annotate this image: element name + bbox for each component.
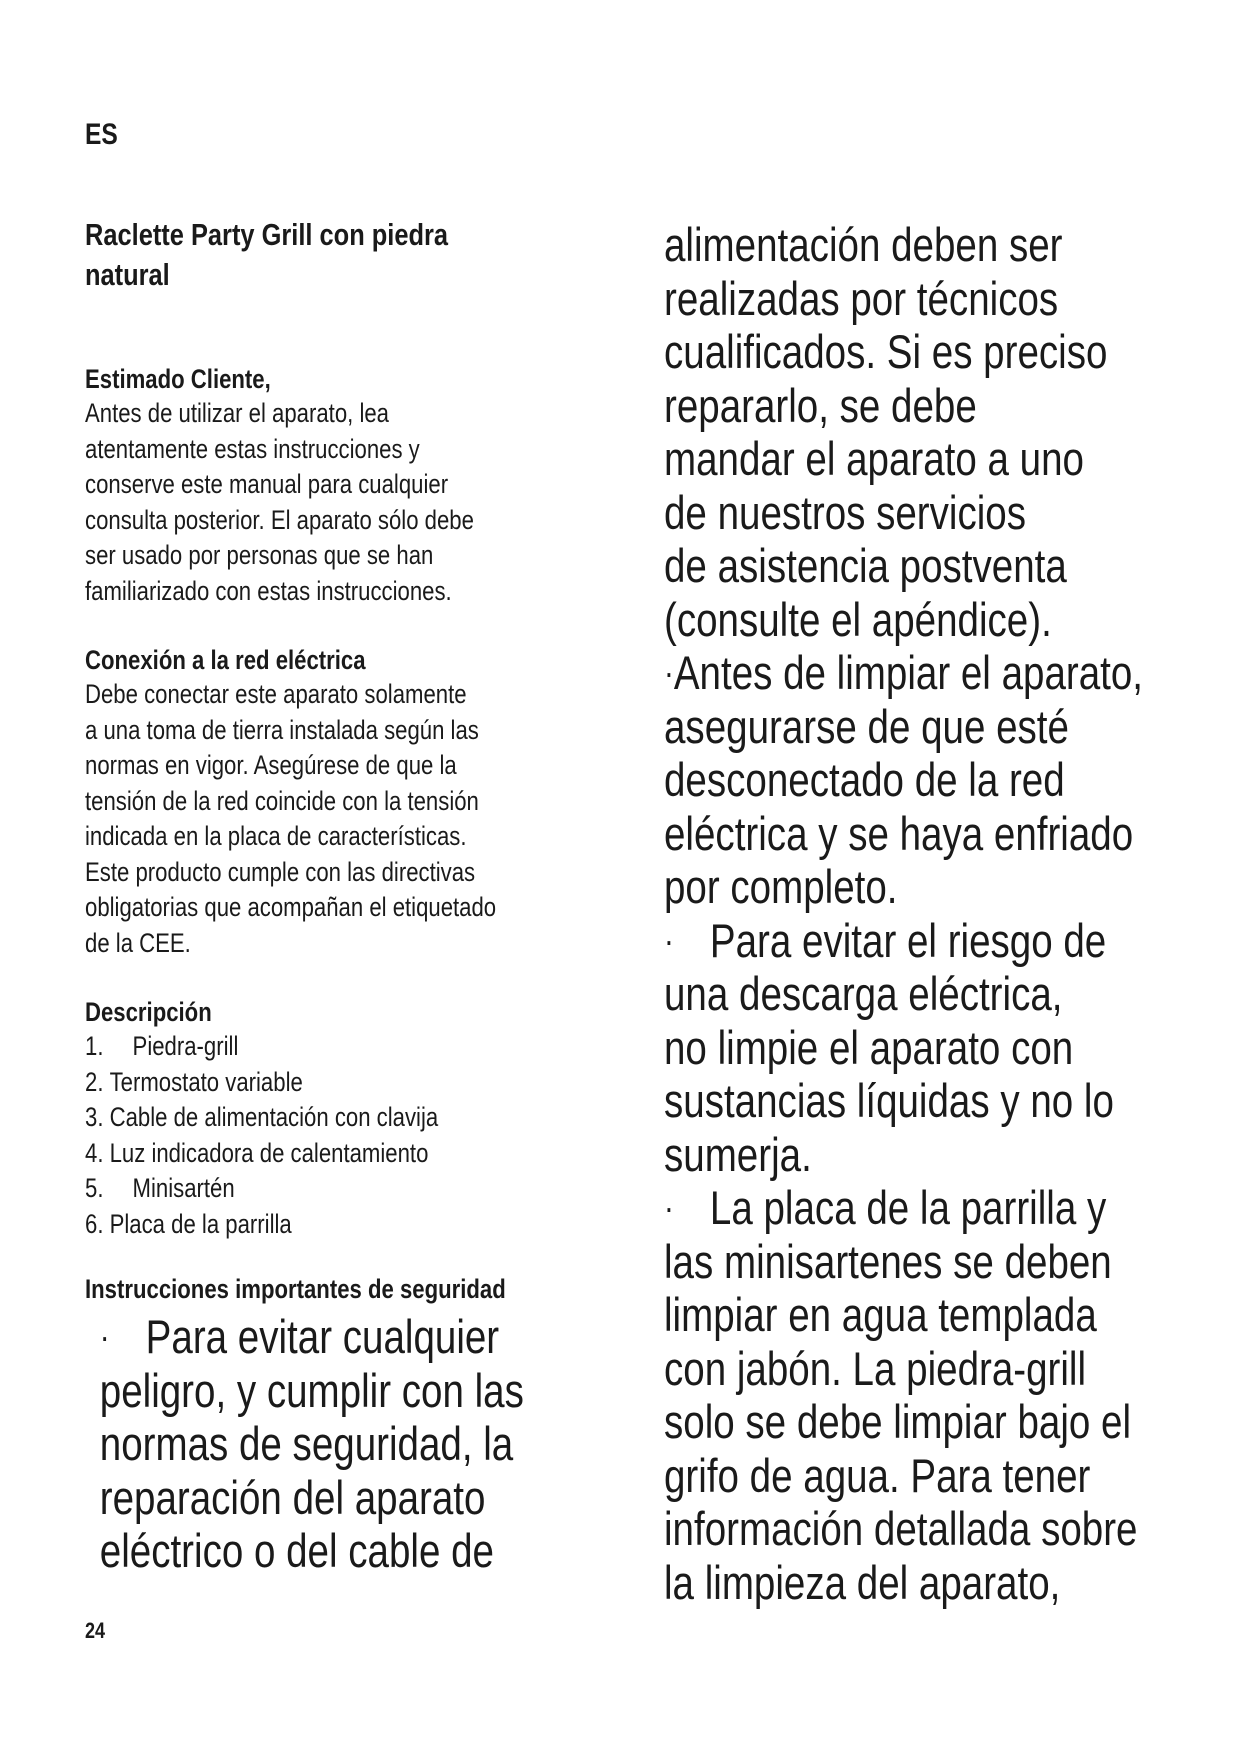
list-text: Termostato variable xyxy=(109,1066,303,1097)
text-line: no limpie el aparato con xyxy=(664,1020,1074,1074)
list-item xyxy=(85,1029,544,1065)
text-line: la limpieza del aparato, xyxy=(664,1555,1061,1609)
text-line: alimentación deben ser xyxy=(664,218,1063,271)
spacer xyxy=(85,609,544,643)
text-line: realizadas por técnicos xyxy=(664,271,1059,325)
description-heading: Descripción xyxy=(85,997,212,1027)
text-line: eléctrica y se haya enfriado xyxy=(664,806,1134,860)
text-line: una descarga eléctrica, xyxy=(664,967,1063,1020)
greeting-heading: Estimado Cliente, xyxy=(85,364,271,394)
text-line: La placa de la parrilla y xyxy=(709,1181,1107,1234)
list-number: 4. xyxy=(85,1137,104,1168)
bullet-first-line xyxy=(100,1310,544,1364)
text-line: (consulte el apéndice). xyxy=(664,592,1052,646)
text-line: consulta posterior. El aparato sólo debe xyxy=(85,504,474,535)
text-line: Para evitar cualquier xyxy=(145,1310,500,1363)
list-number: 2. xyxy=(85,1066,104,1097)
text-line: Para evitar el riesgo de xyxy=(709,913,1107,967)
text-line: sustancias líquidas y no lo xyxy=(664,1074,1114,1127)
title-line: natural xyxy=(85,257,170,292)
text-line: normas en vigor. Asegúrese de que la xyxy=(85,750,457,780)
text-line: atentamente estas instrucciones y xyxy=(85,433,420,464)
safety-heading: Instrucciones importantes de seguridad xyxy=(85,1274,506,1304)
list-item xyxy=(85,1171,544,1207)
text-line: a una toma de tierra instalada según las xyxy=(85,714,479,745)
bullet-marker: · xyxy=(664,1187,674,1228)
text-line: desconectado de la red xyxy=(664,753,1065,806)
text-line: sumerja. xyxy=(664,1127,812,1181)
left-column xyxy=(85,362,544,1578)
text-line: con jabón. La piedra-grill xyxy=(664,1341,1087,1395)
list-text: Minisartén xyxy=(132,1173,235,1203)
safety-bullet-1 xyxy=(100,1310,544,1578)
text-line: por completo. xyxy=(664,860,898,913)
text-line: ser usado por personas que se han xyxy=(85,540,434,570)
text-line: indicada en la placa de características. xyxy=(85,821,467,851)
bullet-first-line xyxy=(664,1181,1123,1235)
text-line: normas de seguridad, la xyxy=(99,1417,514,1470)
greeting-text xyxy=(85,396,544,609)
page-title xyxy=(85,215,448,295)
text-line: información detallada sobre xyxy=(664,1502,1138,1555)
list-number: 5. xyxy=(85,1173,104,1203)
bullet-marker: · xyxy=(664,919,674,961)
spacer xyxy=(85,961,544,995)
page-number: 24 xyxy=(85,1618,106,1643)
text-line: Debe conectar este aparato solamente xyxy=(85,679,467,709)
text-line: familiarizado con estas instrucciones. xyxy=(85,575,452,606)
text-line: peligro, y cumplir con las xyxy=(99,1363,524,1417)
text-line: limpiar en agua templada xyxy=(664,1288,1097,1341)
text-line: grifo de agua. Para tener xyxy=(664,1448,1091,1502)
text-line: de la CEE. xyxy=(85,927,191,958)
list-number: 6. xyxy=(85,1208,104,1239)
spacer xyxy=(85,1242,544,1272)
description-list xyxy=(85,1029,544,1242)
text-line: Este producto cumple con las directivas xyxy=(85,856,476,887)
text-line: cualificados. Si es preciso xyxy=(664,325,1108,378)
bullet-marker: · xyxy=(99,1316,110,1357)
language-code: ES xyxy=(85,118,118,151)
text-line: mandar el aparato a uno xyxy=(664,432,1084,485)
list-text: Luz indicadora de calentamiento xyxy=(109,1137,429,1168)
text-line: las minisartenes se deben xyxy=(664,1234,1112,1288)
connection-text xyxy=(85,677,544,961)
list-number: 1. xyxy=(85,1031,104,1061)
text-line: Antes de limpiar el aparato, xyxy=(673,646,1144,699)
list-text: Placa de la parrilla xyxy=(109,1208,292,1239)
list-text: Piedra-grill xyxy=(132,1031,239,1061)
text-line: repararlo, se debe xyxy=(664,378,977,432)
list-item xyxy=(85,1136,544,1172)
bullet-first-line xyxy=(664,914,1123,968)
list-item xyxy=(85,1065,544,1101)
text-line: tensión de la red coincide con la tensión xyxy=(85,785,479,816)
text-line: eléctrico o del cable de xyxy=(99,1524,494,1577)
text-line: conserve este manual para cualquier xyxy=(85,469,449,499)
text-line: asegurarse de que esté xyxy=(664,699,1069,753)
list-item xyxy=(85,1100,544,1136)
list-text: Cable de alimentación con clavija xyxy=(109,1102,439,1132)
text-line: reparación del aparato xyxy=(99,1470,486,1524)
bullet-first-line xyxy=(664,646,1144,700)
right-column xyxy=(664,218,1144,1609)
connection-heading: Conexión a la red eléctrica xyxy=(85,645,366,675)
text-line: obligatorias que acompañan el etiquetado xyxy=(85,892,497,922)
list-item xyxy=(85,1207,544,1243)
list-number: 3. xyxy=(85,1102,104,1132)
text-line: de asistencia postventa xyxy=(664,539,1067,592)
text-line: de nuestros servicios xyxy=(664,485,1027,539)
text-line: Antes de utilizar el aparato, lea xyxy=(85,398,390,428)
title-line: Raclette Party Grill con piedra xyxy=(85,217,449,252)
text-line: solo se debe limpiar bajo el xyxy=(664,1395,1132,1448)
bullet-marker: · xyxy=(664,652,674,693)
